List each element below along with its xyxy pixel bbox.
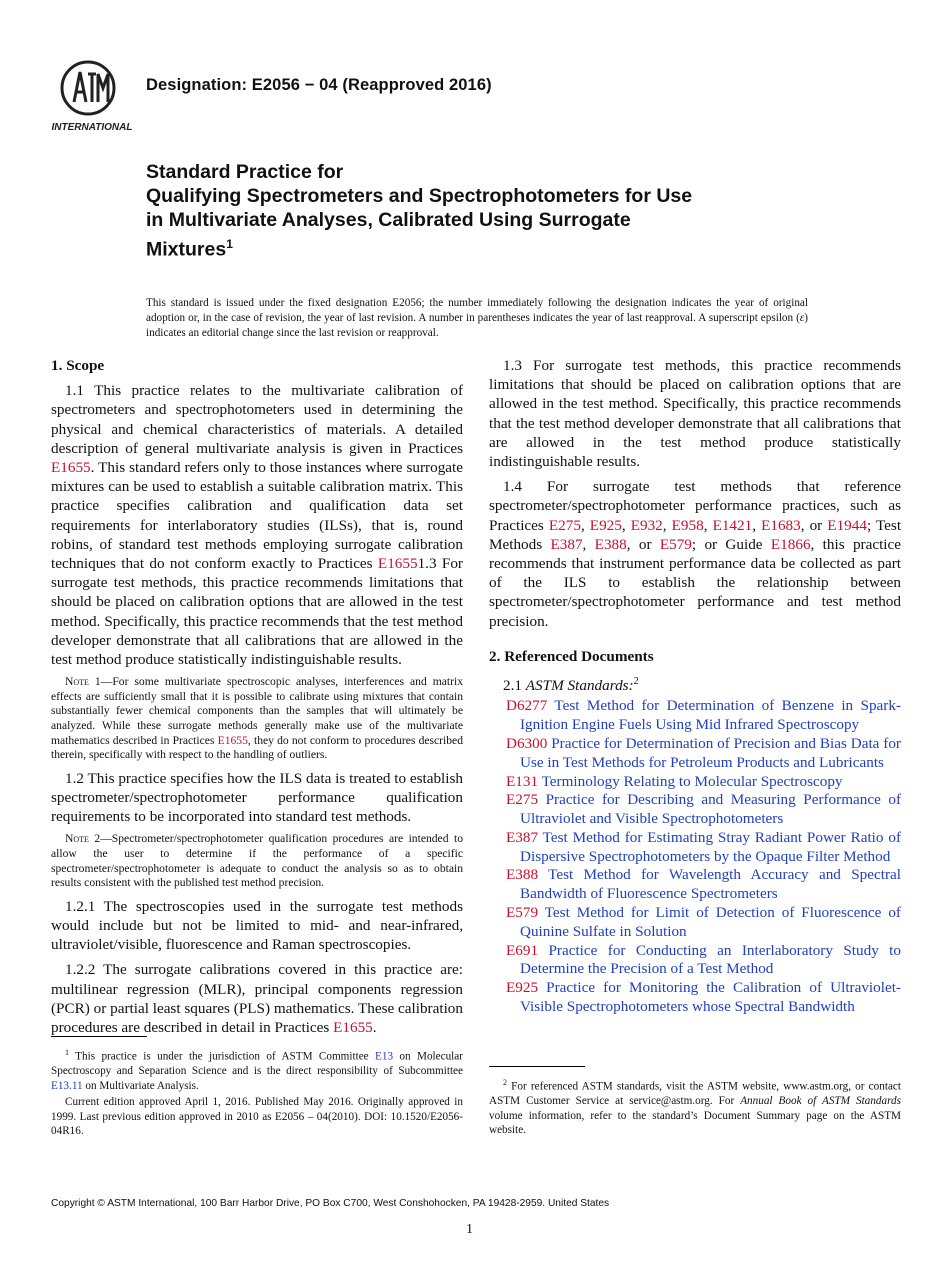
designation: Designation: E2056 − 04 (Reapproved 2016) <box>146 76 492 94</box>
ref-link-e388[interactable]: E388 <box>594 535 627 553</box>
standard-title-link[interactable]: Terminology Relating to Molecular Spectroscopy <box>538 772 843 790</box>
ref-link-e958[interactable]: E958 <box>671 516 704 534</box>
right-column <box>489 356 901 1017</box>
footnote-2 <box>489 1076 901 1140</box>
note-2: Note 2—Spectrometer/spectrophotometer qualification procedures are intended to allow the user to determine if the performance of a specific spectrometer/spectrophotometer is adequate to conduct the analysis so as to obtain results consistent with the published test method precision. <box>51 832 463 890</box>
section-heading-referenced-documents: 2. Referenced Documents <box>489 647 654 665</box>
standard-title-link[interactable]: Test Method for Determination of Benzene in Spark-Ignition Engine Fuels Using Mid Infrared Spectroscopy <box>520 697 901 734</box>
ref-link-e1655[interactable]: E1655 <box>51 459 91 477</box>
standard-list-item <box>489 735 901 773</box>
footnote-1 <box>51 1046 463 1141</box>
footnote-divider-left <box>51 1036 147 1037</box>
standard-code-link[interactable]: D6300 <box>506 734 548 752</box>
paragraph-1-2-2: 1.2.2 The surrogate calibrations covered in this practice are: multilinear regression (MLR), principal components regression (PCR) or partial least squares (PLS) mathematics. These calibration procedures are described in detail in Practices E1655. <box>51 961 463 1037</box>
astm-standards-subheading: 2.1 ASTM Standards:$^2$ <box>503 676 639 695</box>
standard-list-item <box>489 773 901 792</box>
ref-link-e1944[interactable]: E1944 <box>827 516 867 534</box>
title-footnote-marker[interactable]: 1 <box>226 237 233 251</box>
ref-link-e387[interactable]: E387 <box>550 535 583 553</box>
paragraph-1-4: 1.4 For surrogate test methods that reference spectrometer/spectrophotometer performance practices, such as Practices E275, E925, E932, E958, E1421, E1683, or E1944; Test Methods E387, E388, or E579; or Guide E1866, this practice recommends that instrument performance data be collected as part of the ILS to establish the relationship between spectrometer/spectrophotometer performance and test method precision. <box>489 478 902 630</box>
title-line-4: Mixtures <box>146 238 227 261</box>
paragraph-1-3: 1.3 For surrogate test methods, this practice recommends limitations that should be placed on calibration options that are allowed in the test method. Specifically, this practice recommends that the test method developer demonstrate that all calibrations that are allowed in the test method produce statistically indistinguishable results. <box>489 357 901 471</box>
standard-title-link[interactable]: Test Method for Wavelength Accuracy and Spectral Bandwidth of Fluorescence Spectrometers <box>520 866 901 903</box>
standard-title-link[interactable]: Test Method for Estimating Stray Radiant Power Ratio of Dispersive Spectrophotometers by the Opaque Filter Method <box>520 828 901 865</box>
standard-code-link[interactable]: E579 <box>506 904 539 922</box>
referenced-standards-list <box>489 697 901 1017</box>
standard-code-link[interactable]: D6277 <box>506 697 548 715</box>
astm-logo <box>48 58 136 134</box>
standard-code-link[interactable]: E387 <box>506 828 539 846</box>
standard-title-link[interactable]: Test Method for Limit of Detection of Fluorescence of Quinine Sulfate in Solution <box>520 904 901 940</box>
standard-list-item <box>489 866 901 904</box>
standard-code-link[interactable]: E275 <box>506 791 539 809</box>
ref-link-e932[interactable]: E932 <box>630 516 663 534</box>
standard-list-item <box>489 697 901 735</box>
title-line-1: Standard Practice for <box>146 161 344 183</box>
standard-title-link[interactable]: Practice for Monitoring the Calibration of Ultraviolet-Visible Spectrophotometers whose Spectral Bandwidth <box>520 979 901 1016</box>
standard-title-link[interactable]: Practice for Describing and Measuring Performance of Ultraviolet and Visible Spectrophotometers <box>520 791 901 828</box>
footnote-divider-right <box>489 1066 585 1067</box>
standard-list-item <box>489 829 901 867</box>
document-title <box>146 160 846 262</box>
issue-note-text-2: ) indicates an editorial change since the last revision or reapproval. <box>146 312 808 339</box>
paragraph-1-2-1: 1.2.1 The spectroscopies used in the surrogate test methods would include but not be limited to mid- and near-infrared, ultraviolet/visible, fluorescence and Raman spectroscopies. <box>51 897 463 954</box>
note-1: Note 1—For some multivariate spectroscopic analyses, interferences and matrix effects are sufficiently small that it is possible to calibrate using mixtures that contain substantially fewer chemical components than the samples that will ultimately be analyzed. While these surrogate methods generally make use of the multivariate mathematics described in Practices E1655, they do not conform to procedures described therein, specifically with respect to the handling of outliers. <box>51 675 463 762</box>
left-column <box>51 356 463 1043</box>
title-line-3: in Multivariate Analyses, Calibrated Using Surrogate <box>146 209 631 231</box>
standard-title-link[interactable]: Practice for Determination of Precision and Bias Data for Use in Test Methods for Petroleum Products and Lubricants <box>520 734 901 771</box>
ref-link-e1655[interactable]: E1655 <box>217 733 248 747</box>
issue-note-text-1: This standard is issued under the fixed designation E2056; the number immediately following the designation indicates the year of original adoption or, in the case of revision, the year of last revision. A number in parentheses indicates the year of last reapproval. A superscript epsilon ( <box>146 297 808 324</box>
copyright-notice: Copyright © ASTM International, 100 Barr Harbor Drive, PO Box C700, West Conshohocken, PA 19428-2959. United States <box>51 1198 610 1209</box>
ref-link-e1655[interactable]: E1655 <box>377 555 418 573</box>
standard-code-link[interactable]: E388 <box>506 866 539 884</box>
standard-title-link[interactable]: Practice for Conducting an Interlaboratory Study to Determine the Precision of a Test Method <box>520 941 901 978</box>
standard-list-item <box>489 904 901 942</box>
standard-code-link[interactable]: E131 <box>506 772 539 790</box>
standard-list-item <box>489 942 901 980</box>
standard-code-link[interactable]: E925 <box>506 979 539 997</box>
issue-note <box>146 296 808 341</box>
ref-link-e1655[interactable]: E1655 <box>333 1019 373 1037</box>
ref-link-e275[interactable]: E275 <box>548 516 581 534</box>
ref-link-e13-11[interactable]: E13.11 <box>51 1079 83 1092</box>
ref-link-e1421[interactable]: E1421 <box>712 516 753 534</box>
standard-list-item <box>489 791 901 829</box>
footnote-1-text: $^1$ This practice is under the jurisdiction of ASTM Committee E13 on Molecular Spectroscopy and Separation Science and is the direct responsibility of Subcommittee E13.11 on Multivariate Analysis. <box>51 1048 463 1092</box>
ref-link-e1866[interactable]: E1866 <box>770 535 811 553</box>
ref-link-e1683[interactable]: E1683 <box>761 516 801 534</box>
footnote-2-text: $^2$ For referenced ASTM standards, visit the ASTM website, www.astm.org, or contact ASTM Customer Service at service@astm.org. For Annual Book of ASTM Standards volume information, refer to the standard’s Document Summary page on the ASTM website. <box>489 1078 901 1137</box>
paragraph-1-2: 1.2 This practice specifies how the ILS data is treated to establish spectrometer/spectrophotometer performance qualification requirements to be incorporated into standard test methods. <box>51 769 463 826</box>
ref-link-e13[interactable]: E13 <box>375 1050 394 1063</box>
footnote-marker-2[interactable]: 2 <box>633 676 639 688</box>
standard-list-item <box>489 979 901 1017</box>
ref-link-e925[interactable]: E925 <box>589 516 622 534</box>
page-number: 1 <box>466 1222 473 1237</box>
standard-code-link[interactable]: E691 <box>506 941 539 959</box>
logo-text: INTERNATIONAL <box>51 122 133 133</box>
ref-link-e579[interactable]: E579 <box>659 535 692 553</box>
title-line-2: Qualifying Spectrometers and Spectrophotometers for Use <box>146 185 693 207</box>
footnote-1-edition: Current edition approved April 1, 2016. Published May 2016. Originally approved in 1999. Last previous edition approved in 2010 as E2056 – 04(2010). DOI: 10.1520/E2056-04R16. <box>51 1096 463 1138</box>
paragraph-1-1: 1.1 This practice relates to the multivariate calibration of spectrometers and spectrophotometers used in determining the physical and chemical characteristics of materials. A detailed description of general multivariate analysis is given in Practices E1655. This standard refers only to those instances where surrogate mixtures can be used to establish a suitable calibration matrix. This practice specifies calibration and qualification data set requirements for interlaboratory studies (ILSs), that is, round robins, of standard test methods employing surrogate calibration techniques that do not conform exactly to Practices E16551.3 For surrogate test methods, this practice recommends limitations that should be placed on calibration options that are allowed in the test method. Specifically, this practice recommends that the test method developer demonstrate that all calibrations that are allowed in the test method produce statistically indistinguishable results. <box>51 382 463 669</box>
section-heading-scope: 1. Scope <box>51 357 105 374</box>
epsilon-symbol: ε <box>799 312 805 324</box>
